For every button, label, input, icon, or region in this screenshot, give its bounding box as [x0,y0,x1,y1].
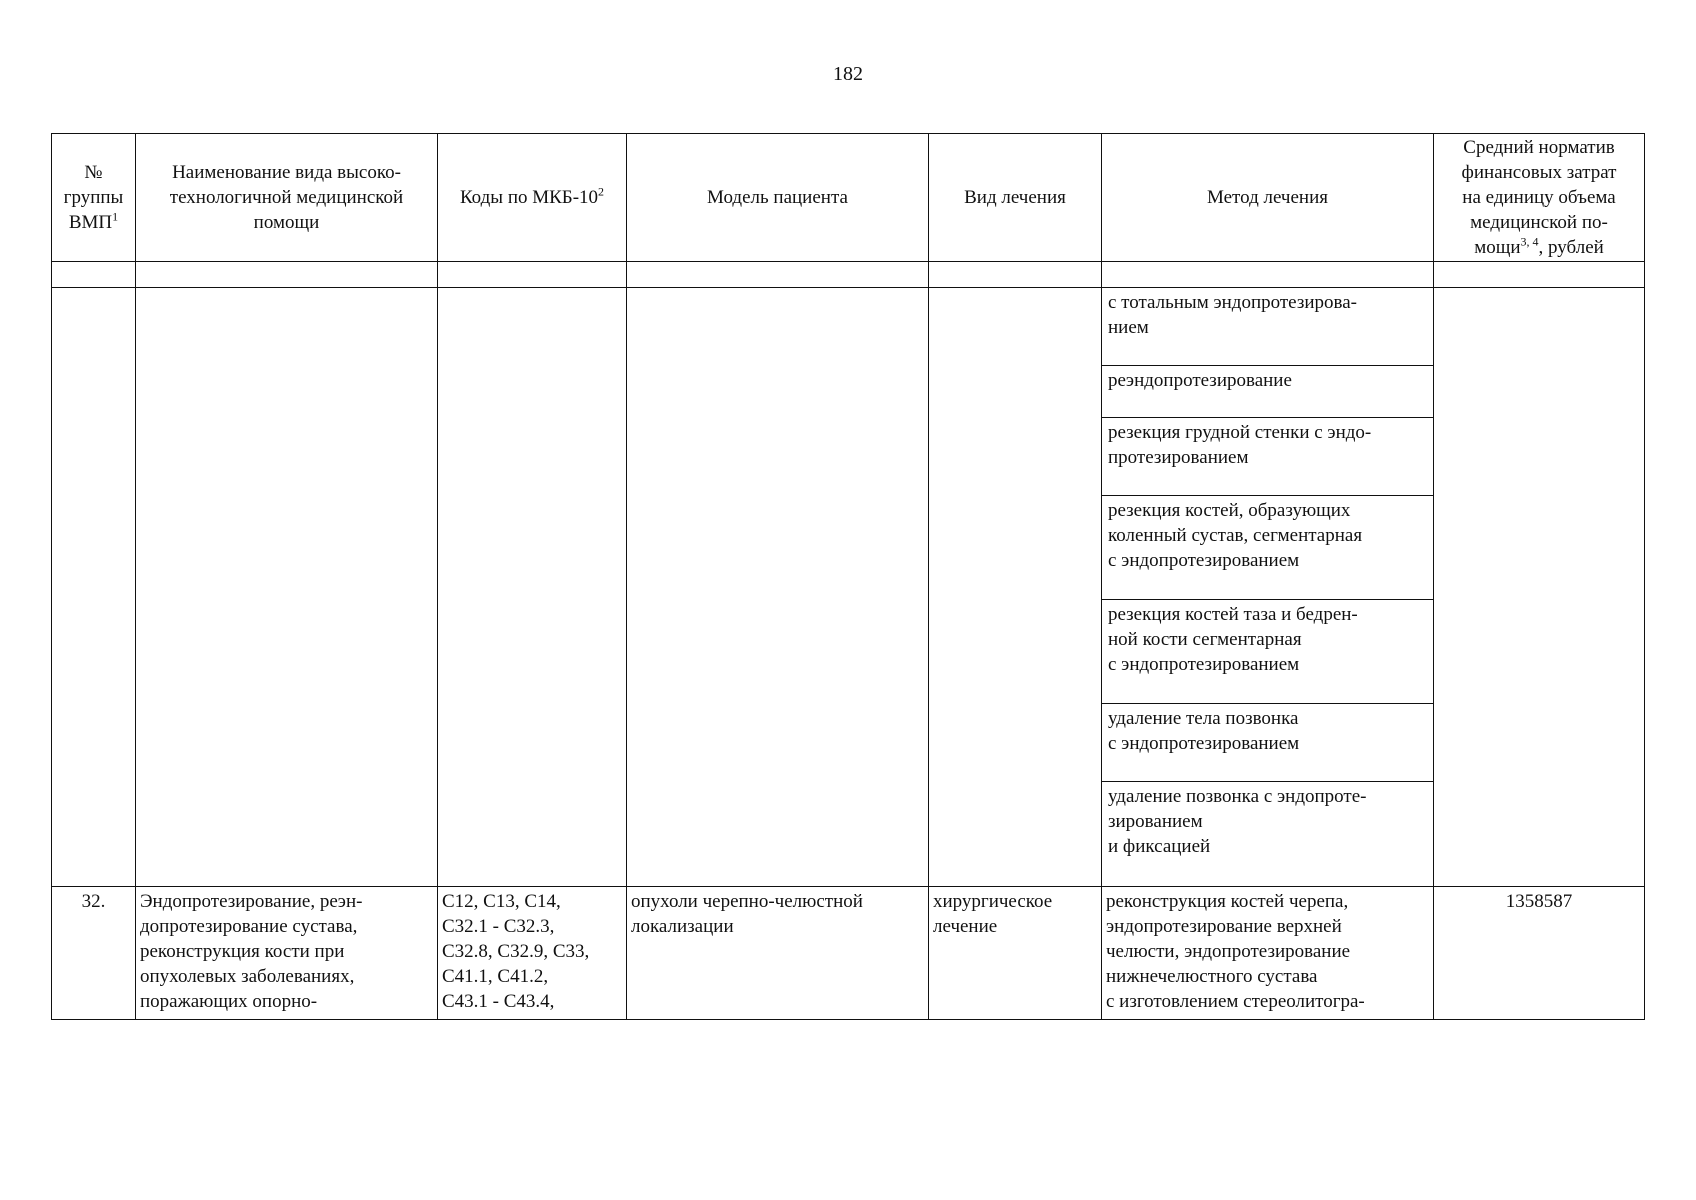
header-patient-model: Модель пациента [627,134,929,262]
method-item: с тотальным эндопротезирова- нием [1102,288,1433,366]
method-item: резекция костей, образующих коленный сустав, сегментарная с эндопротезированием [1102,496,1433,600]
header-icd-codes: Коды по МКБ-$10^2$ [438,134,627,262]
treatment-method: реконструкция костей черепа, эндопротезирование верхней челюсти, эндопротезирование нижнечелюстного сустава с изготовлением стереолитогра- [1102,887,1434,1020]
header-treatment-type: Вид лечения [929,134,1102,262]
vmp-table [51,133,1645,1020]
header-row [52,134,1645,262]
header-care-name: Наименование вида высоко- технологичной медицинской помощи [136,134,438,262]
header-average-cost: Средний норматив финансовых затрат на единицу объема медицинской по- мощи$^{3, 4}$, рублей [1434,134,1645,262]
method-item: удаление позвонка с эндопроте- зированием и фиксацией [1108,786,1367,857]
method-item: реэндопротезирование [1102,366,1433,418]
method-item: резекция грудной стенки с эндо- протезированием [1102,418,1433,496]
treatment-type: хирургическое лечение [929,887,1102,1020]
patient-model: опухоли черепно-челюстной локализации [627,887,929,1020]
method-item: резекция костей таза и бедрен- ной кости сегментарная с эндопротезированием [1102,600,1433,704]
method-list [1102,288,1433,886]
continuation-row [52,288,1645,887]
icd-codes: C12, C13, C14, C32.1 - C32.3, C32.8, C32.9, C33, C41.1, C41.2, C43.1 - C43.4, [438,887,627,1020]
header-treatment-method: Метод лечения [1102,134,1434,262]
group-number: 32. [52,887,136,1020]
page-number: 182 [833,63,863,85]
care-name: Эндопротезирование, реэн- допротезирование сустава, реконструкция кости при опухолевых заболеваниях, поражающих опорно- [136,887,438,1020]
column-number-row [52,262,1645,288]
method-item: удаление тела позвонка с эндопротезированием [1102,704,1433,782]
average-cost: 1358587 [1434,887,1645,1020]
continuation-methods-cell [1102,288,1434,887]
header-group-number: № группы ВМП$^1$ [52,134,136,262]
table-row-32 [52,887,1645,1020]
